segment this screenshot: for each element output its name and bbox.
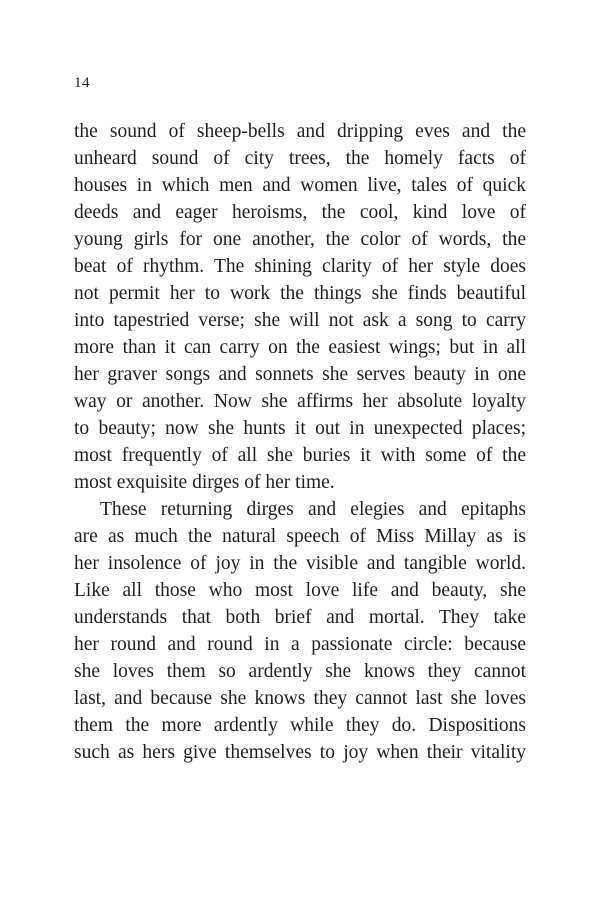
text-line: into tapestried verse; she will not ask a song to carry xyxy=(74,310,526,331)
text-line: them the more ardently while they do. Dispositions xyxy=(74,715,526,736)
text-line: most exquisite dirges of her time. xyxy=(74,472,335,493)
text-line: young girls for one another, the color of words, the xyxy=(74,229,526,250)
text-line: her round and round in a passionate circle: because xyxy=(74,634,526,655)
text-line: understands that both brief and mortal. They take xyxy=(74,607,526,628)
paragraph-2 xyxy=(74,496,526,766)
text-line: her insolence of joy in the visible and tangible world. xyxy=(74,553,526,574)
text-line: Like all those who most love life and beauty, she xyxy=(74,580,526,601)
text-line: more than it can carry on the easiest wings; but in all xyxy=(74,337,526,358)
text-line: most frequently of all she buries it with some of the xyxy=(74,445,526,466)
text-line: the sound of sheep-bells and dripping eves and the xyxy=(74,121,526,142)
text-line: houses in which men and women live, tales of quick xyxy=(74,175,526,196)
page-number: 14 xyxy=(74,75,90,91)
text-line: she loves them so ardently she knows they cannot xyxy=(74,661,526,682)
text-line: not permit her to work the things she finds beautiful xyxy=(74,283,526,304)
text-line: to beauty; now she hunts it out in unexpected places; xyxy=(74,418,526,439)
text-line: beat of rhythm. The shining clarity of her style does xyxy=(74,256,526,277)
text-line: last, and because she knows they cannot last she loves xyxy=(74,688,526,709)
text-line: are as much the natural speech of Miss Millay as is xyxy=(74,526,526,547)
text-line: such as hers give themselves to joy when their vitality xyxy=(74,742,526,763)
text-line: unheard sound of city trees, the homely facts of xyxy=(74,148,526,169)
text-line: These returning dirges and elegies and epitaphs xyxy=(100,499,526,520)
body-text xyxy=(74,118,526,766)
text-line: her graver songs and sonnets she serves beauty in one xyxy=(74,364,526,385)
text-line: deeds and eager heroisms, the cool, kind love of xyxy=(74,202,526,223)
text-line: way or another. Now she affirms her absolute loyalty xyxy=(74,391,526,412)
paragraph-1 xyxy=(74,118,526,496)
